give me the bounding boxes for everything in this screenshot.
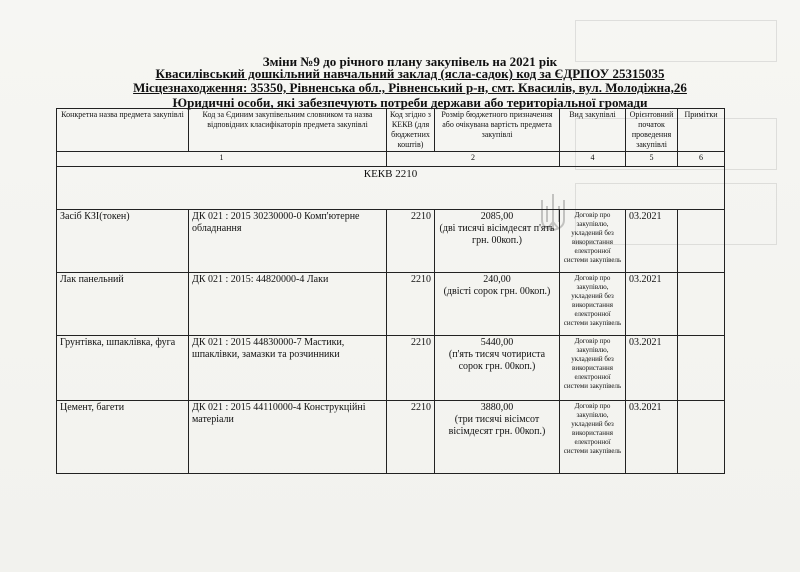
item-notes [678, 273, 725, 336]
item-name: Цемент, багети [57, 401, 189, 474]
item-amount-words: (дві тисячі вісімдесят п'ять грн. 00коп.) [439, 223, 555, 246]
item-name: Лак панельний [57, 273, 189, 336]
table-row [57, 336, 725, 401]
item-start: 03.2021 [626, 273, 678, 336]
item-start: 03.2021 [626, 401, 678, 474]
column-number-row [57, 152, 725, 167]
header-kekv: Код згідно з КЕКВ (для бюджетних коштів) [387, 109, 435, 152]
item-type: Договір про закупівлю, укладений без використання електронної системи закупівель [560, 336, 626, 401]
table-row [57, 273, 725, 336]
item-amount-words: (п'ять тисяч чотириста сорок грн. 00коп.) [448, 349, 546, 372]
item-amount: 3880,00 [480, 402, 514, 413]
item-code: ДК 021 : 2015: 44820000-4 Лаки [189, 273, 387, 336]
item-amount-cell [435, 210, 560, 273]
kekv-group-label: КЕКВ 2210 [57, 167, 725, 210]
document-title: Зміни №9 до річного плану закупівель на 2021 рік [262, 54, 558, 69]
column-number: 1 [57, 152, 387, 167]
column-number: 4 [560, 152, 626, 167]
item-kekv: 2210 [387, 336, 435, 401]
table-header-row [57, 109, 725, 152]
page-bottom-edge [0, 566, 800, 572]
item-type: Договір про закупівлю, укладений без використання електронної системи закупівель [560, 273, 626, 336]
organization-category: Юридичні особи, які забезпечують потреби держави або територіальної громади [172, 95, 648, 110]
column-number: 6 [678, 152, 725, 167]
item-kekv: 2210 [387, 273, 435, 336]
item-kekv: 2210 [387, 401, 435, 474]
header-notes: Примітки [678, 109, 725, 152]
item-code: ДК 021 : 2015 30230000-0 Комп'ютерне обладнання [189, 210, 387, 273]
procurement-table [56, 108, 725, 474]
table-row [57, 401, 725, 474]
item-amount-cell [435, 273, 560, 336]
group-row [57, 167, 725, 210]
item-type: Договір про закупівлю, укладений без використання електронної системи закупівель [560, 401, 626, 474]
item-notes [678, 401, 725, 474]
item-amount: 5440,00 [480, 337, 514, 348]
column-number: 2 [387, 152, 560, 167]
organization-address: Місцезнаходження: 35350, Рівненська обл., Рівненський р-н, смт. Квасилів, вул. Молодіжна,26 [133, 80, 687, 95]
item-amount-cell [435, 401, 560, 474]
header-start-date: Орієнтовний початок проведення закупівлі [626, 109, 678, 152]
table-row [57, 210, 725, 273]
item-notes [678, 336, 725, 401]
header-procurement-type: Вид закупівлі [560, 109, 626, 152]
item-code: ДК 021 : 2015 44110000-4 Конструкційні матеріали [189, 401, 387, 474]
item-amount: 2085,00 [480, 211, 514, 222]
item-name: Засіб КЗІ(токен) [57, 210, 189, 273]
item-amount: 240,00 [483, 274, 511, 285]
header-classifier-code: Код за Єдиним закупівельним словником та назва відповідних класифікаторів предмета закупівлі [189, 109, 387, 152]
item-amount-words: (двісті сорок грн. 00коп.) [443, 286, 551, 297]
organization-name: Квасилівський дошкільний навчальний заклад (ясла-садок) код за ЄДРПОУ 25315035 [155, 66, 665, 81]
item-code: ДК 021 : 2015 44830000-7 Мастики, шпаклівки, замазки та розчинники [189, 336, 387, 401]
item-start: 03.2021 [626, 210, 678, 273]
item-amount-words: (три тисячі вісімсот вісімдесят грн. 00коп.) [448, 414, 546, 437]
item-amount-cell [435, 336, 560, 401]
column-number: 5 [626, 152, 678, 167]
header-amount: Розмір бюджетного призначення або очікувана вартість предмета закупівлі [435, 109, 560, 152]
item-notes [678, 210, 725, 273]
item-name: Грунтівка, шпаклівка, фуга [57, 336, 189, 401]
item-type: Договір про закупівлю, укладений без використання електронної системи закупівель [560, 210, 626, 273]
item-kekv: 2210 [387, 210, 435, 273]
header-item-name: Конкретна назва предмета закупівлі [57, 109, 189, 152]
item-start: 03.2021 [626, 336, 678, 401]
